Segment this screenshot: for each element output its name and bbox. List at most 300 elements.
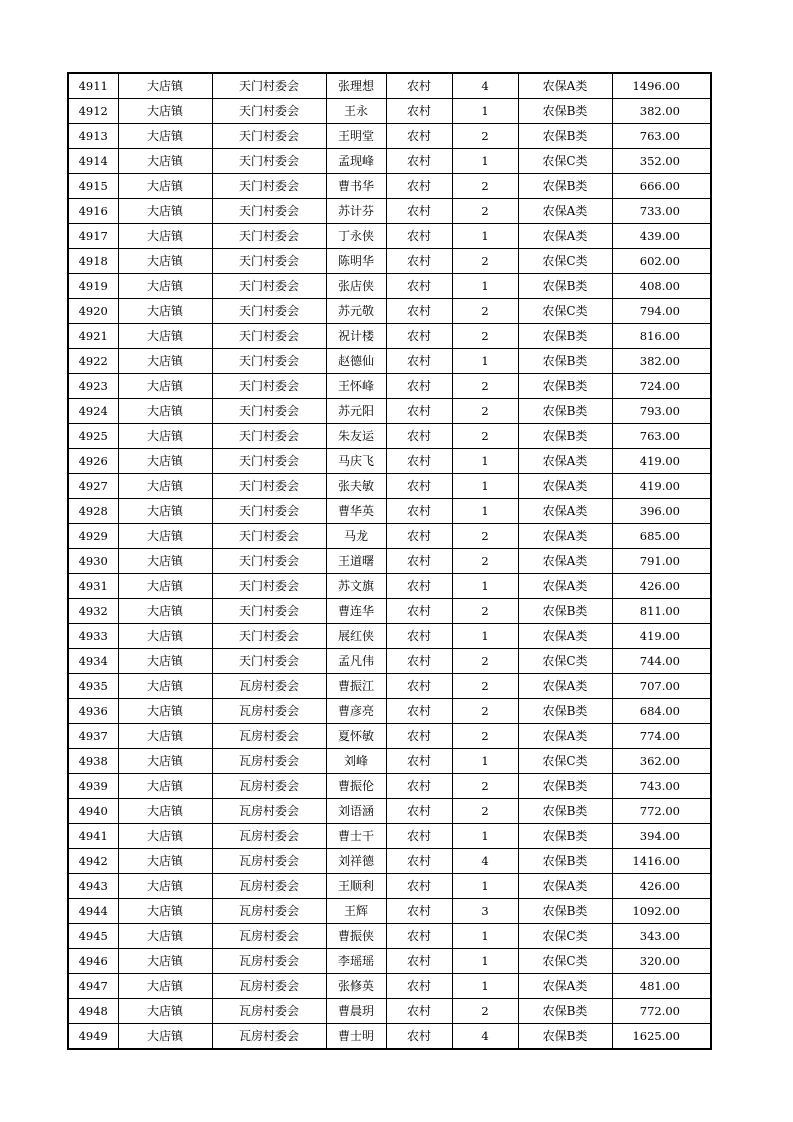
cell-insurance-category: 农保B类: [518, 599, 612, 624]
cell-area-type: 农村: [386, 349, 452, 374]
cell-household-count: 2: [452, 399, 518, 424]
cell-village-committee: 天门村委会: [212, 649, 326, 674]
cell-town: 大店镇: [118, 574, 212, 599]
cell-area-type: 农村: [386, 474, 452, 499]
cell-insurance-category: 农保B类: [518, 349, 612, 374]
cell-insurance-category: 农保B类: [518, 799, 612, 824]
cell-village-committee: 瓦房村委会: [212, 699, 326, 724]
cell-person-name: 展红侠: [326, 624, 386, 649]
cell-seq-number: 4931: [68, 574, 118, 599]
cell-village-committee: 天门村委会: [212, 73, 326, 99]
cell-area-type: 农村: [386, 73, 452, 99]
cell-amount: 791.00: [612, 549, 711, 574]
cell-insurance-category: 农保A类: [518, 724, 612, 749]
cell-amount: 382.00: [612, 349, 711, 374]
cell-village-committee: 天门村委会: [212, 474, 326, 499]
table-row: [68, 924, 711, 949]
cell-household-count: 1: [452, 224, 518, 249]
cell-area-type: 农村: [386, 574, 452, 599]
cell-household-count: 2: [452, 549, 518, 574]
cell-seq-number: 4917: [68, 224, 118, 249]
cell-household-count: 1: [452, 499, 518, 524]
cell-area-type: 农村: [386, 624, 452, 649]
cell-seq-number: 4943: [68, 874, 118, 899]
cell-insurance-category: 农保C类: [518, 749, 612, 774]
cell-amount: 352.00: [612, 149, 711, 174]
cell-area-type: 农村: [386, 274, 452, 299]
cell-area-type: 农村: [386, 974, 452, 999]
cell-area-type: 农村: [386, 749, 452, 774]
cell-town: 大店镇: [118, 774, 212, 799]
table-row: [68, 974, 711, 999]
table-row: [68, 724, 711, 749]
table-row: [68, 374, 711, 399]
cell-village-committee: 天门村委会: [212, 599, 326, 624]
cell-town: 大店镇: [118, 599, 212, 624]
cell-person-name: 刘祥德: [326, 849, 386, 874]
cell-village-committee: 天门村委会: [212, 249, 326, 274]
cell-household-count: 1: [452, 474, 518, 499]
cell-amount: 602.00: [612, 249, 711, 274]
cell-seq-number: 4945: [68, 924, 118, 949]
cell-amount: 763.00: [612, 124, 711, 149]
cell-town: 大店镇: [118, 274, 212, 299]
cell-seq-number: 4937: [68, 724, 118, 749]
cell-household-count: 1: [452, 924, 518, 949]
cell-amount: 419.00: [612, 624, 711, 649]
cell-amount: 408.00: [612, 274, 711, 299]
cell-town: 大店镇: [118, 924, 212, 949]
table-row: [68, 549, 711, 574]
cell-area-type: 农村: [386, 99, 452, 124]
cell-town: 大店镇: [118, 174, 212, 199]
cell-town: 大店镇: [118, 699, 212, 724]
cell-village-committee: 天门村委会: [212, 274, 326, 299]
cell-insurance-category: 农保B类: [518, 99, 612, 124]
cell-village-committee: 天门村委会: [212, 499, 326, 524]
cell-seq-number: 4924: [68, 399, 118, 424]
cell-village-committee: 瓦房村委会: [212, 974, 326, 999]
cell-area-type: 农村: [386, 899, 452, 924]
table-row: [68, 749, 711, 774]
cell-seq-number: 4930: [68, 549, 118, 574]
cell-area-type: 农村: [386, 299, 452, 324]
cell-insurance-category: 农保A类: [518, 73, 612, 99]
cell-amount: 320.00: [612, 949, 711, 974]
table-row: [68, 949, 711, 974]
table-row: [68, 799, 711, 824]
cell-area-type: 农村: [386, 999, 452, 1024]
cell-village-committee: 瓦房村委会: [212, 874, 326, 899]
table-row: [68, 1024, 711, 1050]
cell-village-committee: 天门村委会: [212, 224, 326, 249]
cell-town: 大店镇: [118, 674, 212, 699]
cell-insurance-category: 农保B类: [518, 324, 612, 349]
cell-household-count: 1: [452, 574, 518, 599]
cell-person-name: 马龙: [326, 524, 386, 549]
cell-insurance-category: 农保A类: [518, 499, 612, 524]
cell-household-count: 2: [452, 599, 518, 624]
cell-town: 大店镇: [118, 549, 212, 574]
table-row: [68, 424, 711, 449]
cell-person-name: 陈明华: [326, 249, 386, 274]
cell-amount: 394.00: [612, 824, 711, 849]
cell-person-name: 王永: [326, 99, 386, 124]
cell-area-type: 农村: [386, 399, 452, 424]
cell-person-name: 苏计芬: [326, 199, 386, 224]
cell-household-count: 2: [452, 649, 518, 674]
cell-person-name: 王怀峰: [326, 374, 386, 399]
cell-town: 大店镇: [118, 149, 212, 174]
cell-person-name: 夏怀敏: [326, 724, 386, 749]
table-row: [68, 524, 711, 549]
cell-town: 大店镇: [118, 649, 212, 674]
cell-area-type: 农村: [386, 874, 452, 899]
table-row: [68, 574, 711, 599]
cell-household-count: 2: [452, 524, 518, 549]
cell-person-name: 曹振侠: [326, 924, 386, 949]
cell-village-committee: 瓦房村委会: [212, 749, 326, 774]
cell-seq-number: 4920: [68, 299, 118, 324]
cell-seq-number: 4932: [68, 599, 118, 624]
cell-person-name: 曹晨玥: [326, 999, 386, 1024]
table-row: [68, 399, 711, 424]
cell-village-committee: 瓦房村委会: [212, 799, 326, 824]
table-row: [68, 899, 711, 924]
table-body: [68, 73, 711, 1049]
cell-household-count: 2: [452, 249, 518, 274]
cell-insurance-category: 农保B类: [518, 1024, 612, 1050]
cell-village-committee: 天门村委会: [212, 149, 326, 174]
cell-insurance-category: 农保C类: [518, 924, 612, 949]
cell-person-name: 马庆飞: [326, 449, 386, 474]
cell-town: 大店镇: [118, 799, 212, 824]
cell-household-count: 2: [452, 724, 518, 749]
cell-village-committee: 天门村委会: [212, 624, 326, 649]
cell-amount: 1625.00: [612, 1024, 711, 1050]
cell-household-count: 2: [452, 774, 518, 799]
cell-seq-number: 4927: [68, 474, 118, 499]
cell-household-count: 1: [452, 274, 518, 299]
cell-seq-number: 4949: [68, 1024, 118, 1050]
cell-insurance-category: 农保C类: [518, 649, 612, 674]
cell-household-count: 1: [452, 874, 518, 899]
cell-village-committee: 天门村委会: [212, 99, 326, 124]
table-row: [68, 199, 711, 224]
cell-seq-number: 4944: [68, 899, 118, 924]
cell-seq-number: 4918: [68, 249, 118, 274]
table-row: [68, 174, 711, 199]
cell-village-committee: 天门村委会: [212, 549, 326, 574]
cell-village-committee: 瓦房村委会: [212, 1024, 326, 1050]
cell-area-type: 农村: [386, 224, 452, 249]
cell-person-name: 张理想: [326, 73, 386, 99]
cell-area-type: 农村: [386, 774, 452, 799]
cell-insurance-category: 农保B类: [518, 124, 612, 149]
cell-insurance-category: 农保A类: [518, 449, 612, 474]
cell-amount: 1496.00: [612, 73, 711, 99]
cell-town: 大店镇: [118, 349, 212, 374]
cell-person-name: 苏元阳: [326, 399, 386, 424]
cell-amount: 396.00: [612, 499, 711, 524]
cell-town: 大店镇: [118, 874, 212, 899]
table-row: [68, 349, 711, 374]
cell-town: 大店镇: [118, 474, 212, 499]
cell-area-type: 农村: [386, 149, 452, 174]
cell-insurance-category: 农保C类: [518, 149, 612, 174]
cell-seq-number: 4928: [68, 499, 118, 524]
table-row: [68, 499, 711, 524]
table-row: [68, 249, 711, 274]
cell-person-name: 张夫敏: [326, 474, 386, 499]
cell-seq-number: 4912: [68, 99, 118, 124]
cell-town: 大店镇: [118, 324, 212, 349]
cell-seq-number: 4936: [68, 699, 118, 724]
table-row: [68, 824, 711, 849]
cell-insurance-category: 农保B类: [518, 899, 612, 924]
cell-amount: 774.00: [612, 724, 711, 749]
table-row: [68, 649, 711, 674]
cell-area-type: 农村: [386, 549, 452, 574]
cell-seq-number: 4934: [68, 649, 118, 674]
cell-town: 大店镇: [118, 499, 212, 524]
cell-amount: 794.00: [612, 299, 711, 324]
table-row: [68, 299, 711, 324]
table-row: [68, 449, 711, 474]
cell-person-name: 刘语涵: [326, 799, 386, 824]
cell-area-type: 农村: [386, 249, 452, 274]
cell-village-committee: 天门村委会: [212, 124, 326, 149]
cell-insurance-category: 农保B类: [518, 699, 612, 724]
cell-household-count: 2: [452, 699, 518, 724]
cell-village-committee: 瓦房村委会: [212, 724, 326, 749]
cell-household-count: 2: [452, 674, 518, 699]
cell-seq-number: 4914: [68, 149, 118, 174]
cell-amount: 685.00: [612, 524, 711, 549]
cell-town: 大店镇: [118, 99, 212, 124]
cell-seq-number: 4946: [68, 949, 118, 974]
cell-household-count: 4: [452, 849, 518, 874]
cell-village-committee: 天门村委会: [212, 299, 326, 324]
cell-seq-number: 4919: [68, 274, 118, 299]
cell-town: 大店镇: [118, 624, 212, 649]
cell-seq-number: 4922: [68, 349, 118, 374]
cell-person-name: 王道曙: [326, 549, 386, 574]
cell-insurance-category: 农保A类: [518, 224, 612, 249]
cell-amount: 362.00: [612, 749, 711, 774]
cell-seq-number: 4942: [68, 849, 118, 874]
cell-insurance-category: 农保A类: [518, 624, 612, 649]
cell-insurance-category: 农保A类: [518, 574, 612, 599]
cell-area-type: 农村: [386, 849, 452, 874]
cell-village-committee: 天门村委会: [212, 399, 326, 424]
cell-amount: 724.00: [612, 374, 711, 399]
cell-seq-number: 4947: [68, 974, 118, 999]
cell-town: 大店镇: [118, 1024, 212, 1050]
table-row: [68, 99, 711, 124]
table-row: [68, 874, 711, 899]
cell-area-type: 农村: [386, 799, 452, 824]
cell-amount: 426.00: [612, 574, 711, 599]
table-row: [68, 999, 711, 1024]
cell-insurance-category: 农保B类: [518, 374, 612, 399]
cell-seq-number: 4941: [68, 824, 118, 849]
cell-village-committee: 瓦房村委会: [212, 949, 326, 974]
cell-town: 大店镇: [118, 749, 212, 774]
cell-town: 大店镇: [118, 249, 212, 274]
cell-town: 大店镇: [118, 824, 212, 849]
cell-amount: 419.00: [612, 449, 711, 474]
cell-insurance-category: 农保A类: [518, 674, 612, 699]
cell-town: 大店镇: [118, 724, 212, 749]
table-row: [68, 149, 711, 174]
cell-household-count: 2: [452, 999, 518, 1024]
cell-amount: 707.00: [612, 674, 711, 699]
cell-amount: 793.00: [612, 399, 711, 424]
cell-person-name: 孟现峰: [326, 149, 386, 174]
table-row: [68, 624, 711, 649]
cell-household-count: 1: [452, 449, 518, 474]
cell-seq-number: 4916: [68, 199, 118, 224]
cell-person-name: 张修英: [326, 974, 386, 999]
cell-amount: 772.00: [612, 799, 711, 824]
cell-area-type: 农村: [386, 649, 452, 674]
table-row: [68, 599, 711, 624]
cell-area-type: 农村: [386, 449, 452, 474]
cell-household-count: 1: [452, 99, 518, 124]
cell-person-name: 曹书华: [326, 174, 386, 199]
table-row: [68, 73, 711, 99]
cell-village-committee: 瓦房村委会: [212, 824, 326, 849]
cell-insurance-category: 农保C类: [518, 249, 612, 274]
cell-seq-number: 4935: [68, 674, 118, 699]
cell-insurance-category: 农保B类: [518, 849, 612, 874]
cell-area-type: 农村: [386, 174, 452, 199]
cell-seq-number: 4921: [68, 324, 118, 349]
cell-area-type: 农村: [386, 374, 452, 399]
cell-insurance-category: 农保A类: [518, 474, 612, 499]
cell-village-committee: 天门村委会: [212, 349, 326, 374]
cell-person-name: 李瑶瑶: [326, 949, 386, 974]
cell-amount: 382.00: [612, 99, 711, 124]
cell-village-committee: 瓦房村委会: [212, 674, 326, 699]
cell-amount: 439.00: [612, 224, 711, 249]
cell-town: 大店镇: [118, 399, 212, 424]
table-row: [68, 674, 711, 699]
cell-person-name: 孟凡伟: [326, 649, 386, 674]
cell-amount: 426.00: [612, 874, 711, 899]
cell-amount: 343.00: [612, 924, 711, 949]
cell-village-committee: 瓦房村委会: [212, 899, 326, 924]
cell-insurance-category: 农保B类: [518, 824, 612, 849]
cell-village-committee: 天门村委会: [212, 424, 326, 449]
cell-person-name: 赵德仙: [326, 349, 386, 374]
cell-village-committee: 天门村委会: [212, 324, 326, 349]
table-row: [68, 699, 711, 724]
cell-insurance-category: 农保A类: [518, 549, 612, 574]
cell-seq-number: 4915: [68, 174, 118, 199]
table-row: [68, 324, 711, 349]
cell-insurance-category: 农保B类: [518, 274, 612, 299]
cell-person-name: 王顺利: [326, 874, 386, 899]
cell-seq-number: 4925: [68, 424, 118, 449]
cell-seq-number: 4926: [68, 449, 118, 474]
cell-amount: 811.00: [612, 599, 711, 624]
cell-area-type: 农村: [386, 924, 452, 949]
cell-town: 大店镇: [118, 999, 212, 1024]
cell-person-name: 苏元敬: [326, 299, 386, 324]
cell-insurance-category: 农保A类: [518, 874, 612, 899]
cell-area-type: 农村: [386, 124, 452, 149]
cell-insurance-category: 农保B类: [518, 424, 612, 449]
cell-amount: 481.00: [612, 974, 711, 999]
cell-village-committee: 瓦房村委会: [212, 849, 326, 874]
cell-area-type: 农村: [386, 599, 452, 624]
cell-seq-number: 4923: [68, 374, 118, 399]
cell-insurance-category: 农保A类: [518, 524, 612, 549]
cell-town: 大店镇: [118, 949, 212, 974]
table-row: [68, 124, 711, 149]
cell-insurance-category: 农保B类: [518, 399, 612, 424]
cell-person-name: 朱友运: [326, 424, 386, 449]
cell-area-type: 农村: [386, 424, 452, 449]
cell-household-count: 3: [452, 899, 518, 924]
table-row: [68, 274, 711, 299]
cell-household-count: 2: [452, 299, 518, 324]
cell-seq-number: 4913: [68, 124, 118, 149]
cell-household-count: 2: [452, 799, 518, 824]
cell-household-count: 4: [452, 73, 518, 99]
cell-amount: 772.00: [612, 999, 711, 1024]
cell-seq-number: 4948: [68, 999, 118, 1024]
cell-area-type: 农村: [386, 499, 452, 524]
cell-amount: 743.00: [612, 774, 711, 799]
cell-insurance-category: 农保A类: [518, 974, 612, 999]
cell-household-count: 1: [452, 949, 518, 974]
cell-household-count: 2: [452, 199, 518, 224]
cell-amount: 1416.00: [612, 849, 711, 874]
cell-town: 大店镇: [118, 224, 212, 249]
cell-person-name: 王明堂: [326, 124, 386, 149]
cell-area-type: 农村: [386, 699, 452, 724]
cell-amount: 1092.00: [612, 899, 711, 924]
cell-area-type: 农村: [386, 724, 452, 749]
cell-village-committee: 瓦房村委会: [212, 999, 326, 1024]
cell-village-committee: 瓦房村委会: [212, 774, 326, 799]
cell-village-committee: 天门村委会: [212, 574, 326, 599]
cell-amount: 419.00: [612, 474, 711, 499]
cell-town: 大店镇: [118, 974, 212, 999]
cell-person-name: 张店侠: [326, 274, 386, 299]
cell-insurance-category: 农保A类: [518, 199, 612, 224]
cell-amount: 816.00: [612, 324, 711, 349]
cell-town: 大店镇: [118, 849, 212, 874]
cell-person-name: 曹振江: [326, 674, 386, 699]
cell-village-committee: 天门村委会: [212, 374, 326, 399]
cell-household-count: 2: [452, 174, 518, 199]
cell-insurance-category: 农保C类: [518, 949, 612, 974]
cell-seq-number: 4933: [68, 624, 118, 649]
cell-town: 大店镇: [118, 73, 212, 99]
table-row: [68, 474, 711, 499]
cell-seq-number: 4929: [68, 524, 118, 549]
cell-household-count: 1: [452, 149, 518, 174]
cell-insurance-category: 农保B类: [518, 174, 612, 199]
cell-town: 大店镇: [118, 374, 212, 399]
cell-town: 大店镇: [118, 524, 212, 549]
cell-household-count: 1: [452, 349, 518, 374]
table-row: [68, 224, 711, 249]
